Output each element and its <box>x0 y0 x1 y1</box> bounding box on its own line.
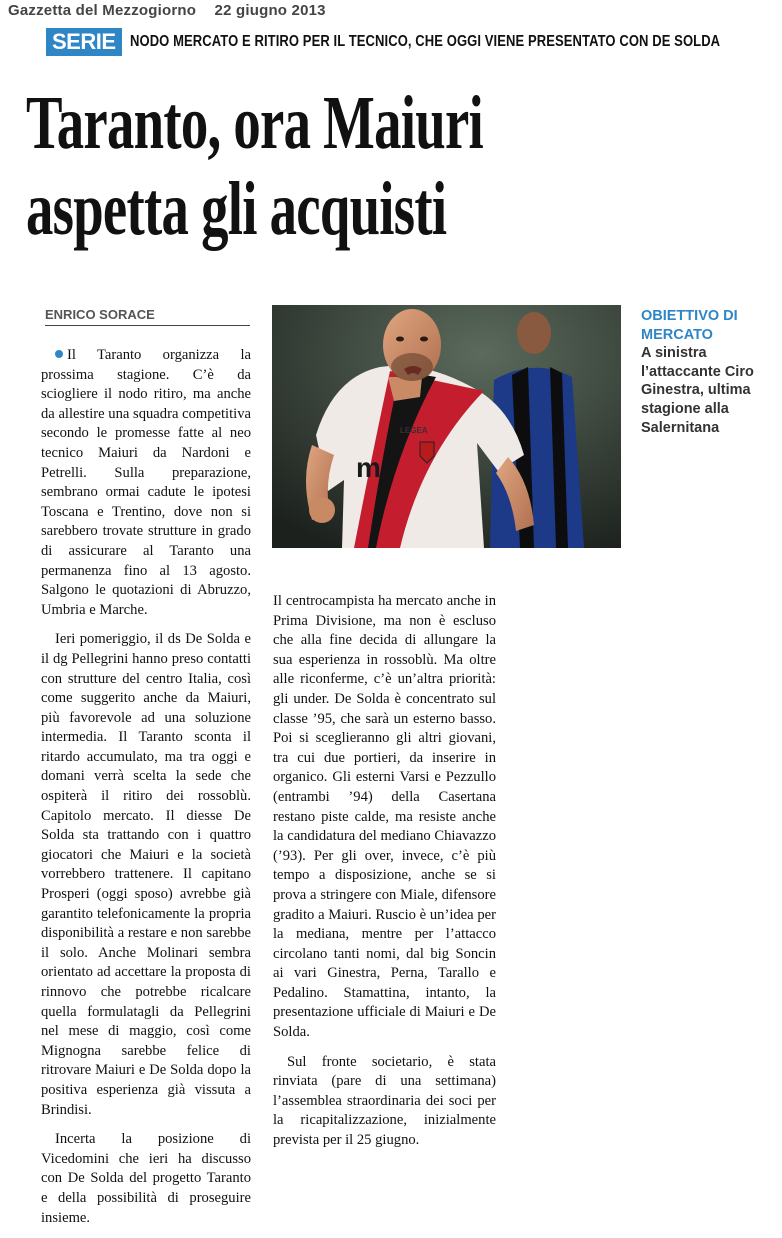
headline-line-1: Taranto, ora Maiuri <box>26 81 483 165</box>
caption-body: A sinistra l’attaccante Ciro Ginestra, ultima stagione alla Salernitana <box>641 345 754 436</box>
sponsor-logo: m <box>356 452 381 483</box>
shirt-brand: LEGEA <box>400 426 428 435</box>
kicker-text: NODO MERCATO E RITIRO PER IL TECNICO, CHE OGGI VIENE PRESENTATO CON DE SOLDA <box>129 33 720 50</box>
paragraph: Sul fronte societario, è stata rinviata (pare di una settimana) l’assemblea straordinaria dei soci per la ricapitalizzazione, inizialmente prevista per il 25 giugno. <box>273 1053 496 1149</box>
photo-illustration <box>272 305 621 548</box>
paragraph: Il Taranto organizza la prossima stagione. C’è da sciogliere il nodo ritiro, ma anche da allestire una squadra competitiva secondo le promesse fatte al neo tecnico Maiuri da Nardoni e Petrelli. Sulla preparazione, sembrano ormai cadute le ipotesi Toscana e Trentino, dove non si sarebbero trovate strutture in grado di assicurare al Taranto una permanenza fino al 13 agosto. Salgono le quotazioni di Abruzzo, Umbria e Marche. <box>41 347 251 618</box>
byline: ENRICO SORACE <box>45 307 250 326</box>
headline-line-2: aspetta gli acquisti <box>26 167 447 251</box>
article-column-2 <box>273 592 496 1161</box>
section-badge: SERIE D <box>46 28 122 56</box>
photo-caption <box>641 307 771 437</box>
paragraph: Il centrocampista ha mercato anche in Prima Divisione, ma non è escluso che alla fine decida di allungare la sua esperienza in rossoblù. Ma oltre alle riconferme, c’è un’altra priorità: gli under. De Solda è concentrato sul classe ’95, che sarà un esterno basso. Poi si sceglieranno gli altri giovani, tra cui due portieri, da inserire in organico. Gli esterni Varsi e Pezzullo (entrambi ’94) della Casertana restano piste calde, ma resiste anche la candidatura del mediano Chiavazzo (’93). Per gli over, invece, c’è più tempo a disposizione, anche se si prova a stringere con Miale, difensore gradito a Maiuri. Ruscio è un’idea per la mediana, mentre per l’attacco circolano tanti nomi, dal big Soncin ai vari Ginestra, Perna, Tarallo e Pedalino. Stamattina, intanto, la presentazione ufficiale di Maiuri e De Solda. <box>273 593 496 1041</box>
paragraph: Ieri pomeriggio, il ds De Solda e il dg Pellegrini hanno preso contatti con strutture del centro Italia, così come suggerito anche da Maiuri, più favorevole ad una soluzione intermedia. Il Taranto sconta il ritardo accumulato, ma tra oggi e domani verrà scelta la sede che ospiterà il ritiro dei rossoblù. Capitolo mercato. Il diesse De Solda sta trattando con i quattro giocatori che Maiuri e la società vorrebbero trattenere. Il capitano Prosperi (oggi sposo) avrebbe già garantito telefonicamente la propria disponibilità a restare e non sarebbe il solo. Anche Molinari sembra orientato ad accettare la proposta di rinnovo che potrebbe ricalcare quella formulatagli da Pellegrini nel mese di maggio, così come Mignogna sarebbe felice di ritrovare Maiuri e De Solda dopo la positiva esperienza già vissuta a Brindisi. <box>41 631 251 1118</box>
paragraph: Incerta la posizione di Vicedomini che ieri ha discusso con De Solda del progetto Taranto e della possibilità di proseguire insieme. <box>41 1131 251 1226</box>
kicker <box>46 28 782 80</box>
background-player-head <box>517 312 551 354</box>
caption-title: OBIETTIVO DI MERCATO <box>641 308 738 343</box>
article-column-1 <box>41 346 251 1238</box>
publication-name: Gazzetta del Mezzogiorno <box>8 2 197 19</box>
source-line <box>8 2 340 19</box>
bullet-icon <box>55 350 63 358</box>
headline <box>26 80 483 252</box>
player-photo <box>272 305 621 548</box>
publication-date: 22 giugno 2013 <box>214 2 326 19</box>
